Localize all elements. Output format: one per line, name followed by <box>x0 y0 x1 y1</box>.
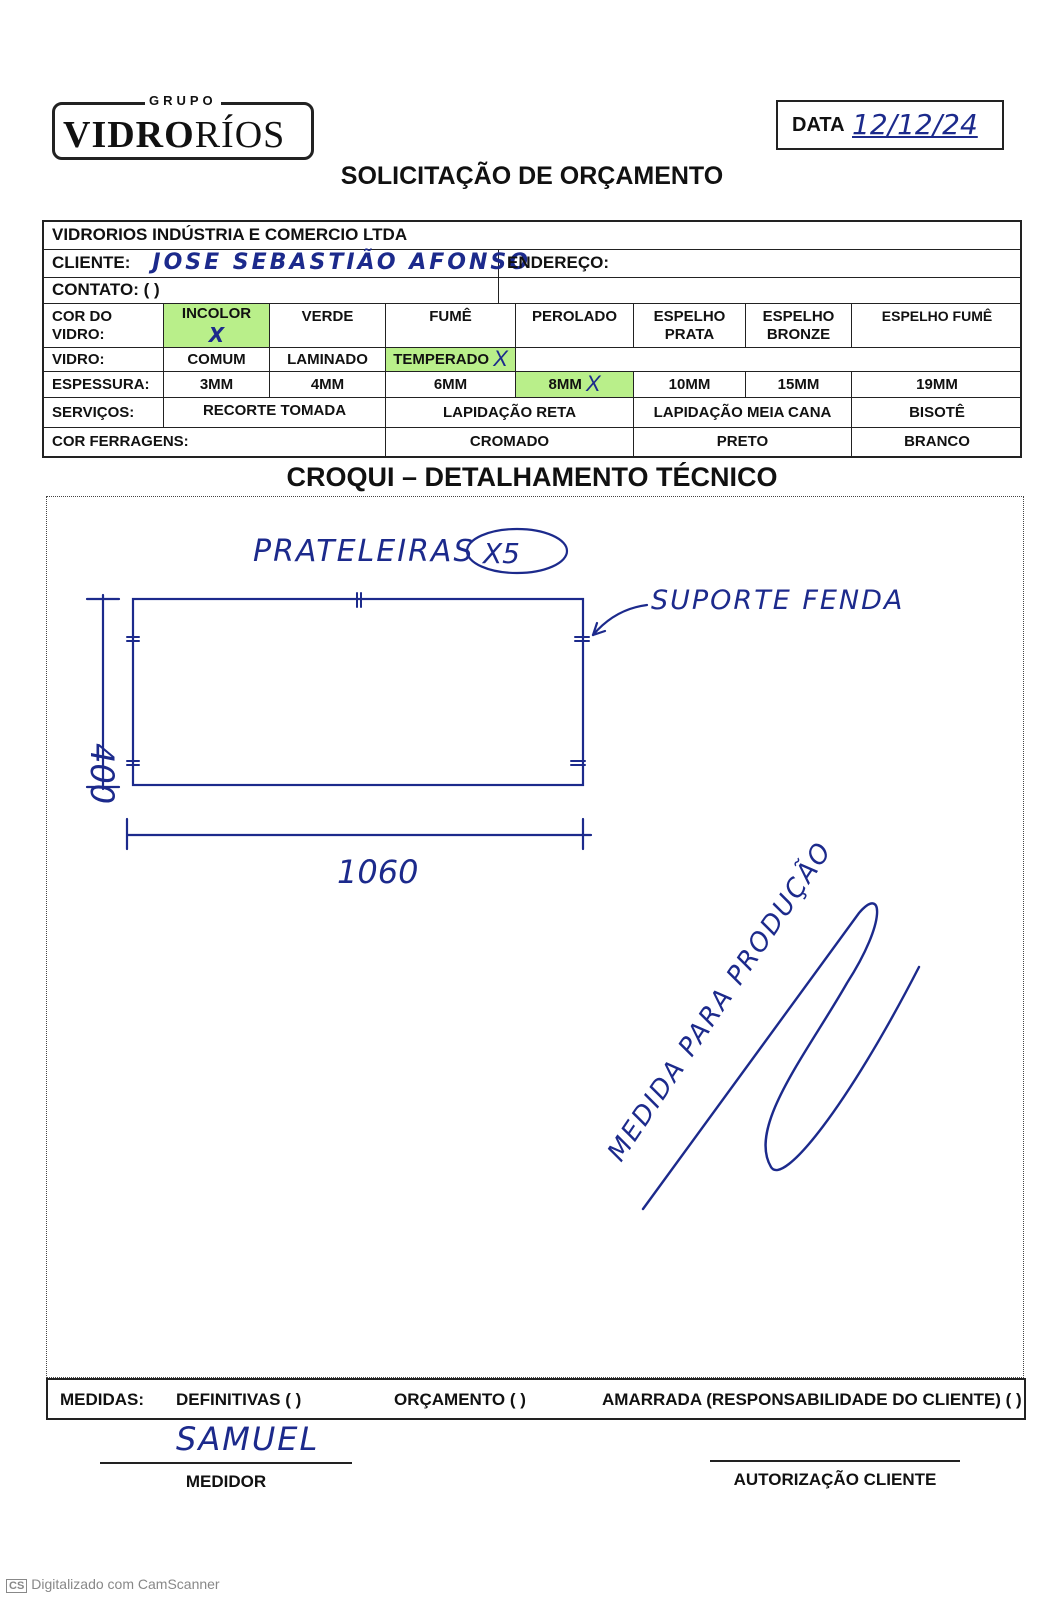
thickness-label: ESPESSURA: <box>44 372 164 397</box>
client-label: CLIENTE: <box>52 253 131 273</box>
page-title: SOLICITAÇÃO DE ORÇAMENTO <box>340 162 724 190</box>
service-bisote: BISOTÊ <box>909 403 965 421</box>
glass-type-temperado-mark: X <box>493 346 508 372</box>
width-value: 1060 <box>337 853 419 891</box>
client-signature-line <box>710 1460 960 1462</box>
logo-light-text: RÍOS <box>194 114 286 156</box>
service-recorte-tomada: RECORTE TOMADA <box>164 398 386 427</box>
thickness-15mm: 15MM <box>746 372 852 397</box>
measurements-definitivas: DEFINITIVAS ( ) <box>176 1390 302 1409</box>
sketch-area <box>46 496 1024 1378</box>
hardware-branco: BRANCO <box>904 433 970 450</box>
glass-color-incolor <box>164 304 270 347</box>
measurements-label: MEDIDAS: <box>60 1390 145 1409</box>
glass-color-label: COR DO VIDRO: <box>44 304 164 347</box>
hardware-row <box>44 428 1020 456</box>
measurer-label: MEDIDOR <box>185 1472 267 1491</box>
scanner-watermark <box>6 1576 220 1593</box>
measurer-signature-line <box>100 1462 352 1464</box>
thickness-8mm-mark: X <box>585 371 601 397</box>
glass-color-espelho-fume: ESPELHO FUMÊ <box>881 308 993 324</box>
height-value: 400 <box>83 743 121 805</box>
support-label: SUPORTE FENDA <box>651 585 905 616</box>
company-name: VIDRORIOS INDÚSTRIA E COMERCIO LTDA <box>52 225 408 245</box>
logo-wordmark <box>63 113 285 157</box>
logo-grupo-text: GRUPO <box>145 93 221 108</box>
support-marks <box>127 593 589 765</box>
hardware-cromado: CROMADO <box>386 428 634 456</box>
glass-type-temperado <box>386 348 516 371</box>
logo-bold-text: VIDRO <box>63 114 195 156</box>
client-value: JOSE SEBASTIÃO AFONSO <box>152 250 531 276</box>
client-row <box>44 250 1020 278</box>
services-row <box>44 398 1020 428</box>
support-arrow <box>593 605 647 635</box>
glass-color-espelho-bronze: ESPELHO BRONZE <box>746 304 852 347</box>
glass-type-label: VIDRO: <box>44 348 164 371</box>
address-label: ENDEREÇO: <box>507 253 610 273</box>
glass-color-incolor-mark: X <box>208 322 225 347</box>
services-label: SERVIÇOS: <box>44 398 164 427</box>
sketch-drawing <box>47 497 1025 1379</box>
company-logo <box>52 93 314 160</box>
thickness-4mm: 4MM <box>270 372 386 397</box>
thickness-6mm: 6MM <box>386 372 516 397</box>
glass-color-row <box>44 304 1020 348</box>
service-lapidacao-reta: LAPIDAÇÃO RETA <box>386 398 634 427</box>
production-note: MEDIDA PARA PRODUÇÃO <box>601 836 839 1167</box>
shelf-outline <box>133 599 583 785</box>
sketch-qty: X5 <box>483 537 520 570</box>
thickness-8mm-label: 8MM <box>548 375 582 393</box>
measurer-signature: SAMUEL <box>176 1420 320 1458</box>
glass-type-comum: COMUM <box>164 348 270 371</box>
camscanner-logo: CS <box>6 1579 27 1593</box>
thickness-19mm: 19MM <box>916 375 958 393</box>
measurements-orcamento: ORÇAMENTO ( ) <box>394 1390 526 1409</box>
scanner-text: Digitalizado com CamScanner <box>31 1576 220 1592</box>
thickness-3mm: 3MM <box>164 372 270 397</box>
sketch-title: PRATELEIRAS <box>253 534 475 569</box>
glass-color-espelho-prata: ESPELHO PRATA <box>634 304 746 347</box>
contact-label: CONTATO: ( ) <box>44 278 499 303</box>
glass-color-fume: FUMÊ <box>386 304 516 347</box>
date-value: 12/12/24 <box>852 108 978 141</box>
measurements-bar <box>46 1378 1026 1420</box>
thickness-8mm <box>516 372 634 397</box>
glass-color-verde: VERDE <box>270 304 386 347</box>
date-box <box>776 100 1004 150</box>
glass-color-incolor-label: INCOLOR <box>181 304 252 322</box>
glass-type-row <box>44 348 1020 372</box>
company-row <box>44 222 1020 250</box>
measurements-amarrada: AMARRADA (RESPONSABILIDADE DO CLIENTE) ( ) <box>602 1390 1022 1409</box>
sketch-section-title: CROQUI – DETALHAMENTO TÉCNICO <box>286 462 778 492</box>
glass-type-temperado-label: TEMPERADO <box>393 350 490 368</box>
order-form-table <box>42 220 1022 458</box>
thickness-row <box>44 372 1020 398</box>
contact-row <box>44 278 1020 304</box>
client-authorization-label: AUTORIZAÇÃO CLIENTE <box>733 1470 937 1489</box>
service-lapidacao-meia-cana: LAPIDAÇÃO MEIA CANA <box>634 398 852 427</box>
thickness-10mm: 10MM <box>634 372 746 397</box>
hardware-label: COR FERRAGENS: <box>44 428 386 456</box>
glass-type-laminado: LAMINADO <box>270 348 386 371</box>
width-dimension-line <box>127 819 591 849</box>
date-label: DATA <box>792 114 845 136</box>
client-cell <box>44 250 531 277</box>
hardware-preto: PRETO <box>634 428 852 456</box>
glass-color-perolado: PEROLADO <box>516 304 634 347</box>
